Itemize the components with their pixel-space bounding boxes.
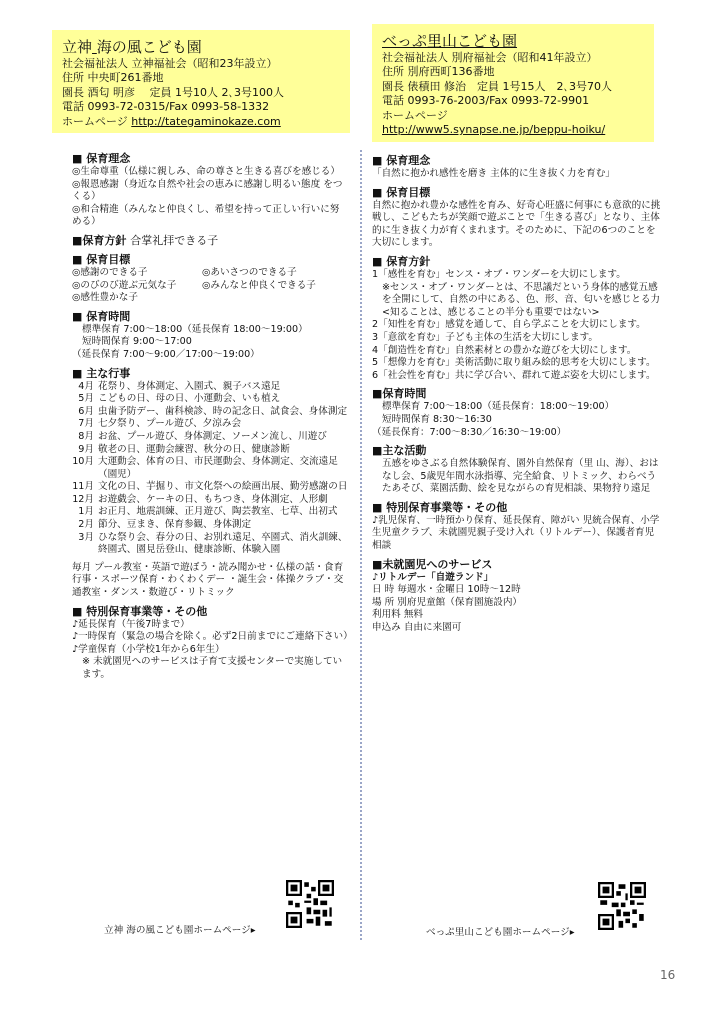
event-text: 花祭り、身体測定、入園式、親子バス遠足 [98,380,281,392]
right-nursery-name: べっぷ里山こども園 [382,32,518,50]
right-goals-text: 自然に抱かれ豊かな感性を育み、好奇心旺盛に何事にも意欲的に挑戦し、こどもたちが笑顔で遊ぶことで「生きる喜び」となり、主体的に生き抜く力が育くまれます。そのために、下記の6つのことを大切にします。 [372,199,661,249]
event-text: 七夕祭り、プール遊び、夕涼み会 [98,418,242,430]
event-month: 12月 [72,493,94,505]
left-hours-title: ■ 保育時間 [72,309,131,323]
right-schedule: 日 時 毎週水・金曜日 10時～12時 [372,584,521,596]
right-place: 場 所 別府児童館（保育園施設内） [372,596,523,608]
event-row [72,494,348,507]
left-qr-label: 立神 海の風こども園ホームページ▸ [104,925,256,936]
event-month: 8月 [78,430,94,442]
right-nursery-header [372,24,654,142]
left-phone: 電話 0993-72-0315/Fax 0993-58-1332 [62,100,270,113]
event-text: 大運動会、体育の日、市民運動会、身体測定、交流遠足（園児） [98,456,338,480]
left-policy [72,234,348,248]
right-hours-line: 標準保育 7:00～18:00（延長保育：18:00～19:00） [382,401,615,413]
left-address: 住所 中央町261番地 [62,71,164,84]
event-row [72,381,348,394]
right-policy-item: 6「社会性を育む」共に学び合い、群れて遊ぶ姿を大切にします。 [372,369,656,381]
left-policy-title: ■保育方針 [72,233,127,247]
event-text: 虫歯予防デー、歯科検診、時の記念日、試食会、身体測定 [98,405,348,417]
right-hours-line: （延長保育：7:00～8:30／16:30～19:00） [372,426,567,438]
left-goal-item: ◎感謝のできる子 [72,266,148,278]
left-philosophy-item: ◎報恩感謝（身近な自然や社会の恵みに感謝し明るい態度 をつくる） [72,178,343,203]
event-row [72,481,348,494]
right-activities-text: 五感をゆさぶる自然体験保育、園外自然保育（里 山、海）、おはなし会、5歳児年間水泳指導、完全給食、リトミック、わらべうたあそび、菜園活動、絵を見ながらの育児相談、果物狩り遠足 [382,458,659,495]
event-month: 1月 [78,506,94,518]
left-column [72,152,353,682]
right-qr-code[interactable] [598,882,646,930]
right-policy-item: 4「創造性を育む」自然素材との豊かな遊びを大切にします。 [372,344,637,356]
event-text: お盆、プール遊び、身体測定、ソーメン流し、川遊び [98,430,327,442]
right-goals-title: ■ 保育目標 [372,185,431,199]
event-month: 4月 [78,380,94,392]
left-goal-item: ◎あいさつのできる子 [202,266,297,278]
left-hours-line: （延長保育 7:00～9:00／17:00～19:00） [72,348,260,360]
event-month: 3月 [78,531,94,543]
left-monthly-activities: 毎月 プール教室・英語で遊ぼう・読み聞かせ・仏様の話・食育行事・スポーツ保育・わくわくデー ・誕生会・体操クラブ・交通教室・ダンス・数遊び・リトミック [72,561,344,599]
event-month: 11月 [72,481,94,493]
left-nursery-header [52,30,350,133]
event-text: こどもの日、母の日、小運動会、いも植え [98,393,281,405]
left-special-item: ♪延長保育（午後7時まで） [72,618,190,630]
right-column [372,154,662,635]
right-corp: 社会福祉法人 別府福祉会（昭和41年設立） [382,50,598,64]
column-divider [360,150,362,940]
left-special-note: ※ 未就園児へのサービスは子育て支援センターで実施しています。 [82,656,343,680]
event-text: ひな祭り会、春分の日、お別れ遠足、卒園式、消火訓練、終園式、園見岳登山、健康診断、体験入園 [98,531,348,556]
right-address: 住所 別府西町136番地 [382,65,495,78]
left-philosophy-item: ◎和合精進（みんなと仲良くし、希望を持って正しい行いに努める） [72,203,340,228]
event-text: お正月、地震訓練、正月遊び、陶芸教室、七草、出初式 [98,506,338,518]
right-philosophy-text: 「自然に抱かれ感性を磨き 主体的に生き抜く力を育む」 [372,168,615,179]
left-goals-title: ■ 保育目標 [72,252,131,266]
right-homepage-label: ホームページ [382,108,448,122]
left-nursery-name-prefix: 立神 [62,38,93,56]
event-month: 7月 [78,418,94,430]
right-hours-title: ■保育時間 [372,387,427,401]
event-row [72,406,348,419]
event-month: 10月 [72,456,94,468]
left-policy-text: 合掌礼拝できる子 [130,233,219,247]
left-homepage-link[interactable]: http://tategaminokaze.com [131,114,281,128]
left-special-item: ♪学童保育（小学校1年から6年生） [72,643,225,655]
left-events-list [72,381,348,557]
event-month: 6月 [78,405,94,417]
event-month: 2月 [78,519,94,531]
event-row [72,456,348,481]
event-row [72,444,348,457]
left-homepage-label: ホームページ [62,114,128,128]
left-philosophy-item: ◎生命尊重（仏様に親しみ、命の尊さと生きる喜びを感じる） [72,166,340,177]
left-nursery-name [62,38,202,56]
right-policy-title: ■ 保育方針 [372,254,431,268]
event-text: 文化の日、芋掘り、市文化祭への絵画出展、勤労感謝の日 [98,481,348,493]
right-director: 園長 俵積田 修治 定員 1号15人 2､3号70人 [382,79,612,93]
left-hours-line: 標準保育 7:00～18:00（延長保育 18:00～19:00） [82,323,308,335]
left-special-title: ■ 特別保育事業等・その他 [72,604,208,618]
right-qr-label: べっぷ里山こども園ホームページ▸ [426,927,575,938]
event-month: 5月 [78,393,94,405]
left-corp: 社会福祉法人 立神福祉会（昭和23年設立） [62,56,278,70]
right-policy-note: ※センス・オブ・ワンダーとは、不思議だという身体的感覚五感を全開にして、自然の中にある、色、形、音、匂いを感じとる力 <知ることは、感じることの半分も重要ではない> [382,281,661,318]
right-policy-item: 3「意欲を育む」子ども主体の生活を大切にします。 [372,331,598,343]
right-apply: 申込み 自由に来園可 [372,622,462,634]
left-director: 園長 酒匂 明彦 定員 1号10人 2､3号100人 [62,85,284,99]
right-special-text: ♪乳児保育、一時預かり保育、延長保育、障がい 児統合保育、小学生児童クラブ、未就園児親子受け入れ（リトルデー）、保護者育児相談 [372,514,660,552]
event-row [72,506,348,519]
right-special-title: ■ 特別保育事業等・その他 [372,500,508,514]
left-goal-item: ◎のびのび遊ぶ元気な子 [72,279,177,291]
right-policy-item: 2「知性を育む」感覚を通して、自ら学ぶことを大切にします。 [372,319,646,331]
event-row [72,418,348,431]
left-qr-code[interactable] [286,880,334,928]
right-phone: 電話 0993-76-2003/Fax 0993-72-9901 [382,94,590,107]
right-policy-item: 1「感性を育む」センス・オブ・ワンダーを大切にします。 [372,268,626,280]
right-philosophy-title: ■ 保育理念 [372,154,431,167]
left-nursery-name-main: 海の風こども園 [96,38,202,56]
right-fee: 利用料 無料 [372,609,424,621]
right-unenrolled-title: ■未就園児へのサービス [372,557,493,571]
event-row [72,519,348,532]
left-goal-item: ◎感性豊かな子 [72,292,138,304]
left-events-title: ■ 主な行事 [72,366,131,380]
event-text: 敬老の日、運動会練習、秋分の日、健康診断 [98,443,290,455]
event-text: お遊戯会、ケーキの日、もちつき、身体測定、人形劇 [98,493,328,505]
event-row [72,393,348,406]
left-special-item: ♪一時保育（緊急の場合を除く。必ず2日前までにご連絡下さい） [72,631,353,643]
event-row [72,532,348,557]
left-goals-list [72,267,348,305]
event-month: 9月 [78,443,94,455]
right-activities-title: ■主な活動 [372,444,427,458]
right-policy-item: 5「想像力を育む」美術活動に取り組み絵的思考を大切にします。 [372,357,656,369]
right-homepage-link[interactable]: http://www5.synapse.ne.jp/beppu-hoiku/ [382,123,606,136]
left-goal-item: ◎みんなと仲良くできる子 [202,279,316,291]
left-hours-line: 短時間保育 9:00～17:00 [82,336,192,348]
page-number: 16 [660,968,676,982]
event-row [72,431,348,444]
right-littleday: ♪リトルデー「自遊ランド」 [372,571,494,583]
event-text: 節分、豆まき、保育参観、身体測定 [98,519,252,531]
left-philosophy-title: ■ 保育理念 [72,152,131,165]
right-hours-line: 短時間保育 8:30～16:30 [382,413,492,425]
